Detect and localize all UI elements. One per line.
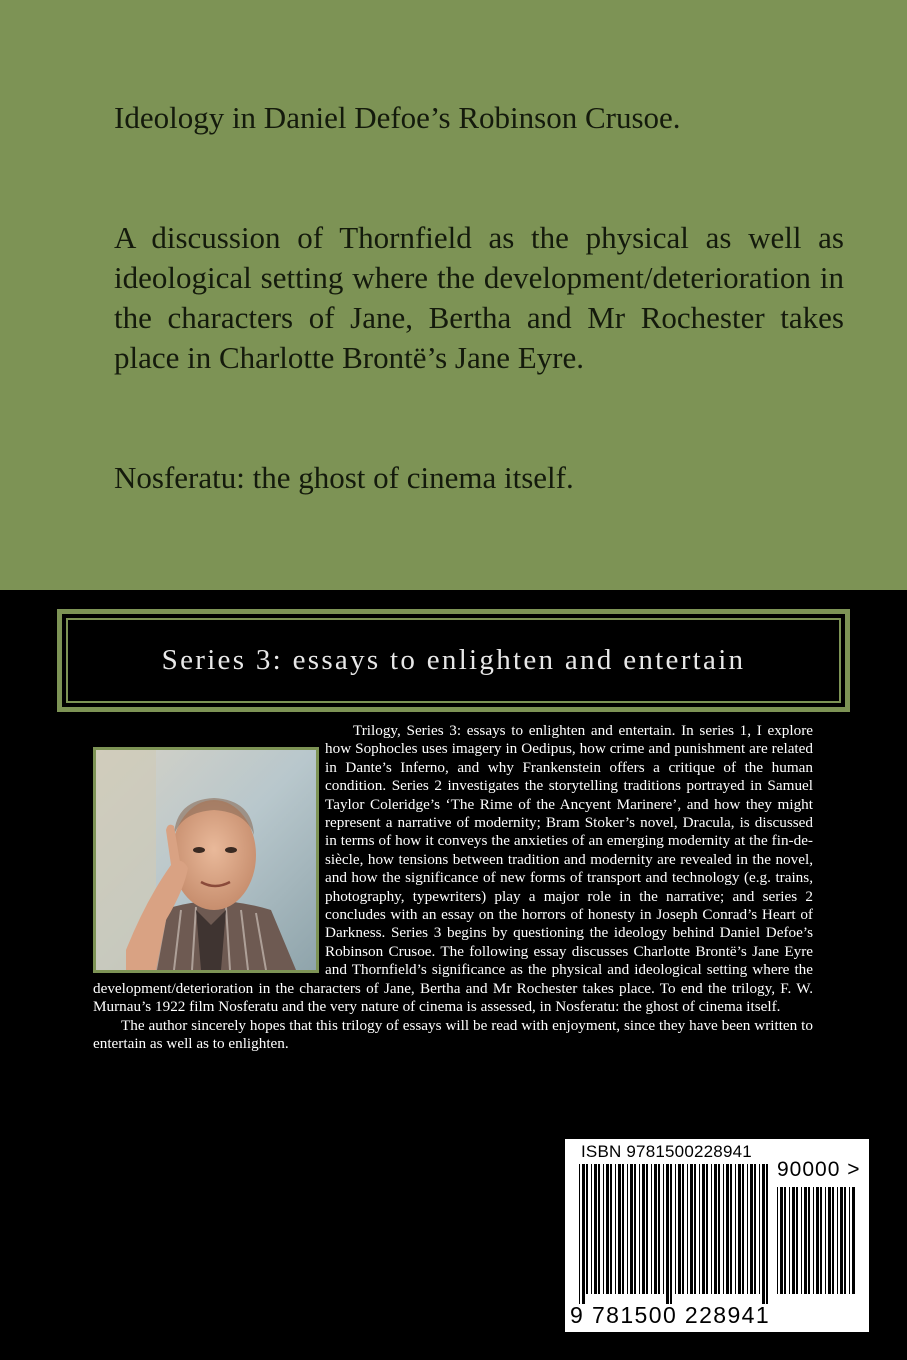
top-green-panel (0, 0, 907, 590)
series-title: Series 3: essays to enlighten and entertain (161, 644, 746, 676)
isbn-label: ISBN 9781500228941 (581, 1142, 752, 1161)
barcode-addon-number: 90000 > (777, 1158, 861, 1181)
author-portrait-image (96, 750, 316, 970)
essay-title-robinson-crusoe: Ideology in Daniel Defoe’s Robinson Crusoe. (114, 100, 681, 135)
author-photo (93, 747, 319, 973)
essay-title-jane-eyre: A discussion of Thornfield as the physical as well as ideological setting where the development/deterioration in the characters of Jane, Bertha and Mr Rochester takes place in Charlotte Brontë’s Jane Eyre. (114, 220, 844, 375)
barcode-bars-main (579, 1164, 769, 1304)
barcode-digits: 9 781500 228941 (570, 1302, 771, 1328)
blurb-paragraph-2: The author sincerely hopes that this trilogy of essays will be read with enjoyment, since they have been written to entertain as well as to enlighten. (93, 1016, 813, 1052)
blurb-paragraph-1: Trilogy, Series 3: essays to enlighten and entertain. In series 1, I explore how Sophocles uses imagery in Oedipus, how crime and punishment are related in Dante’s Inferno, and why Frankenstein offers a critique of the human condition. Series 2 investigates the storytelling traditions portrayed in Samuel Taylor Coleridge’s ‘The Rime of the Ancyent Marinere’, and how they might represent a narrative of modernity; Bram Stoker’s novel, Dracula, is discussed in terms of how it conveys the anxieties of an emerging modernity at the fin-de-siècle, how tensions between tradition and modernity are revealed in the novel, and how the significance of new forms of transport and technology (e.g. trains, photography, typewriters) play a major role in the narrative; and series 2 concludes with an essay on the horrors of honesty in Joseph Conrad’s Heart of Darkness. Series 3 begins by questioning the ideology behind Daniel Defoe’s Robinson Crusoe. The following essay discusses Charlotte Brontë’s Jane Eyre and Thornfield’s significance as the physical and ideological setting where the development/deterioration in the characters of Jane, Bertha and Mr Rochester takes place. To end the trilogy, F. W. Murnau’s 1922 film Nosferatu and the very nature of cinema is assessed, in Nosferatu: the ghost of cinema itself. (93, 722, 813, 1016)
essay-title-nosferatu: Nosferatu: the ghost of cinema itself. (114, 460, 574, 495)
series-title-inner-frame (66, 618, 841, 703)
series-title-frame (57, 609, 850, 712)
isbn-barcode (565, 1139, 869, 1332)
barcode-bars-addon (777, 1187, 857, 1304)
